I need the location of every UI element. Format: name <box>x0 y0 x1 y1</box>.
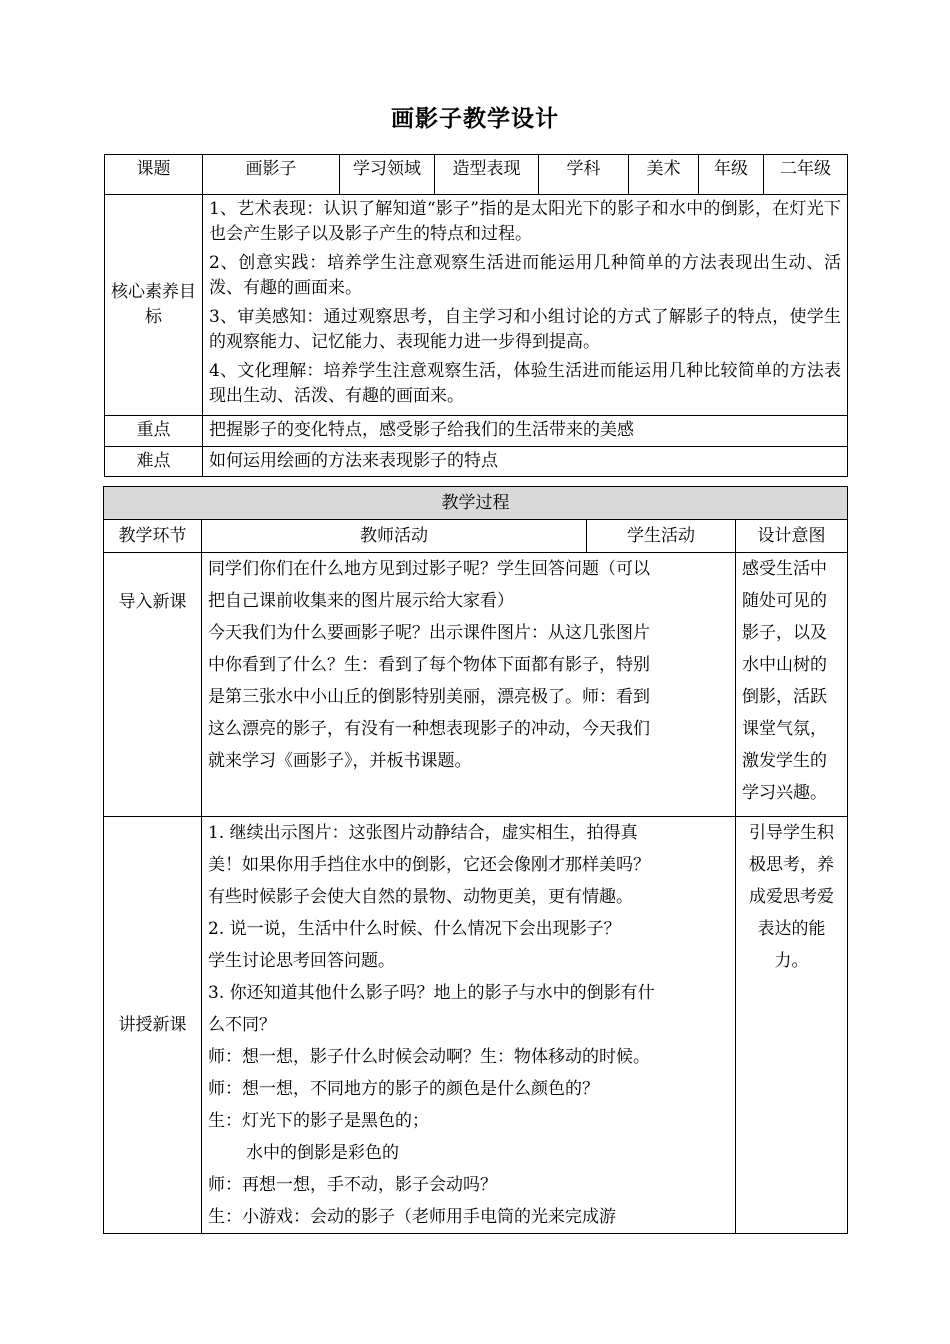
text-line: 1. 继续出示图片：这张图片动静结合，虚实相生，拍得真 <box>208 823 638 843</box>
text-line: 课堂气氛， <box>742 719 827 739</box>
goal-item: 3、审美感知：通过观察思考，自主学习和小组讨论的方式了解影子的特点，使学生的观察能力、记忆能力、表现能力进一步得到提高。 <box>209 307 841 352</box>
text-line: 师：再想一想，手不动，影子会动吗？ <box>208 1175 497 1195</box>
info-table <box>104 154 848 477</box>
teacher-activity-new-lesson <box>202 817 736 1234</box>
field-label: 学习领域 <box>340 155 435 195</box>
text-line: 有些时候影子会使大自然的景物、动物更美，更有情趣。 <box>208 887 633 907</box>
grade-value: 二年级 <box>764 155 848 195</box>
text-line: 生：小游戏：会动的影子（老师用手电筒的光来完成游 <box>208 1207 616 1227</box>
text-line: 影子，以及 <box>742 623 827 643</box>
text-line: 这么漂亮的影子，有没有一种想表现影子的冲动，今天我们 <box>208 719 650 739</box>
text-line: 激发学生的 <box>742 751 827 771</box>
text-line: 同学们你们在什么地方见到过影子呢？学生回答问题（可以 <box>208 559 650 579</box>
stage-new-lesson: 讲授新课 <box>104 817 202 1234</box>
text-line: 今天我们为什么要画影子呢？出示课件图片：从这几张图片 <box>208 623 650 643</box>
text-line: 水中的倒影是彩色的 <box>246 1143 399 1163</box>
text-line: 水中山树的 <box>742 655 827 675</box>
process-header: 教学过程 <box>104 487 848 520</box>
text-line: 随处可见的 <box>742 591 827 611</box>
text-line: 么不同？ <box>208 1015 276 1035</box>
goal-item: 2、创意实践：培养学生注意观察生活进而能运用几种简单的方法表现出生动、活泼、有趣的画面来。 <box>209 253 841 298</box>
subject-label: 学科 <box>539 155 629 195</box>
col-intent: 设计意图 <box>736 520 848 553</box>
text-line: 师：想一想，影子什么时候会动啊？生：物体移动的时候。 <box>208 1047 650 1067</box>
text-line: 美！如果你用手挡住水中的倒影，它还会像刚才那样美吗？ <box>208 855 650 875</box>
text-line: 师：想一想，不同地方的影子的颜色是什么颜色的？ <box>208 1079 599 1099</box>
text-line: 力。 <box>774 951 809 971</box>
difficulty-label: 难点 <box>105 447 203 477</box>
col-student: 学生活动 <box>587 520 736 553</box>
col-stage: 教学环节 <box>104 520 202 553</box>
grade-label: 年级 <box>699 155 764 195</box>
text-line: 2. 说一说，生活中什么时候、什么情况下会出现影子？ <box>208 919 621 939</box>
text-line: 是第三张水中小山丘的倒影特别美丽，漂亮极了。师：看到 <box>208 687 650 707</box>
text-line: 倒影，活跃 <box>742 687 827 707</box>
goals-content <box>203 195 848 416</box>
text-line: 表达的能 <box>757 919 826 939</box>
field-value: 造型表现 <box>435 155 539 195</box>
topic-value: 画影子 <box>203 155 340 195</box>
text-line: 感受生活中 <box>742 559 827 579</box>
text-line: 成爱思考爱 <box>749 887 834 907</box>
difficulty-text: 如何运用绘画的方法来表现影子的特点 <box>203 447 848 477</box>
text-line: 学生讨论思考回答问题。 <box>208 951 395 971</box>
col-teacher: 教师活动 <box>202 520 587 553</box>
topic-label: 课题 <box>105 155 203 195</box>
key-point-label: 重点 <box>105 416 203 447</box>
page-title: 画影子教学设计 <box>391 106 559 132</box>
subject-value: 美术 <box>629 155 699 195</box>
goal-item: 4、文化理解：培养学生注意观察生活，体验生活进而能运用几种比较简单的方法表现出生动、活泼、有趣的画面来。 <box>209 361 841 406</box>
stage-intro: 导入新课 <box>104 553 202 817</box>
text-line: 就来学习《画影子》，并板书课题。 <box>208 751 472 771</box>
text-line: 中你看到了什么？生：看到了每个物体下面都有影子，特别 <box>208 655 650 675</box>
intent-new-lesson <box>736 817 848 1234</box>
process-table <box>103 486 848 1234</box>
intent-intro <box>736 553 848 817</box>
text-line: 极思考，养 <box>749 855 834 875</box>
key-point-text: 把握影子的变化特点，感受影子给我们的生活带来的美感 <box>203 416 848 447</box>
text-line: 引导学生积 <box>749 823 834 843</box>
text-line: 3. 你还知道其他什么影子吗？地上的影子与水中的倒影有什 <box>208 983 655 1003</box>
text-line: 生：灯光下的影子是黑色的； <box>208 1111 429 1131</box>
goals-label: 核心素养目 标 <box>105 195 203 416</box>
text-line: 学习兴趣。 <box>742 783 827 803</box>
goal-item: 1、艺术表现：认识了解知道“影子”指的是太阳光下的影子和水中的倒影，在灯光下也会产生影子以及影子产生的特点和过程。 <box>209 199 841 244</box>
teacher-activity-intro <box>202 553 736 817</box>
text-line: 把自己课前收集来的图片展示给大家看） <box>208 591 514 611</box>
